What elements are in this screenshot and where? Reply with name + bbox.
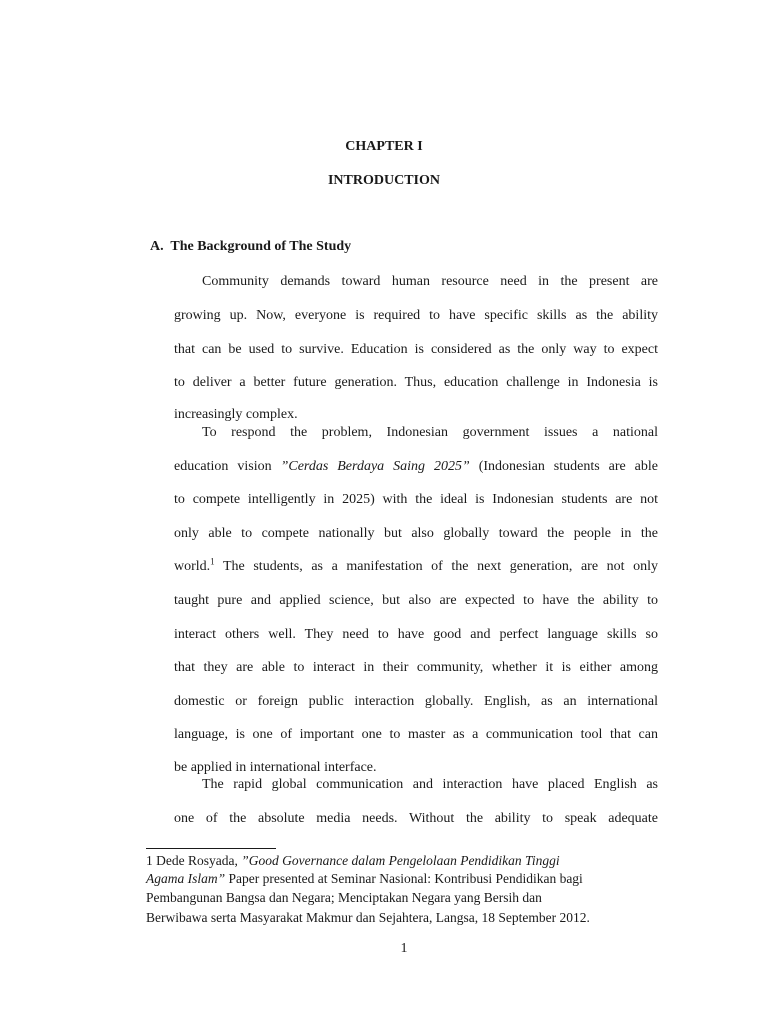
footnote-title: Agama Islam” [146, 871, 226, 886]
paragraph2-line: only able to compete nationally but also globally toward the people in the [174, 526, 658, 541]
paragraph2-line: that they are able to interact in their community, whether it is either among [174, 660, 658, 675]
footnote-line: Berwibawa serta Masyarakat Makmur dan Sejahtera, Langsa, 18 September 2012. [146, 910, 590, 925]
footnote-line: Pembangunan Bangsa dan Negara; Menciptakan Negara yang Bersih dan [146, 890, 542, 905]
footnote-line: 1 Dede Rosyada, ”Good Governance dalam Pengelolaan Pendidikan Tinggi [146, 853, 560, 868]
paragraph2-line: be applied in international interface. [174, 760, 377, 775]
chapter-title: INTRODUCTION [327, 173, 440, 188]
paragraph2-line: language, is one of important one to master as a communication tool that can [174, 727, 658, 742]
footnote-marker: 1 [210, 556, 215, 567]
paragraph1-line: to deliver a better future generation. Thus, education challenge in Indonesia is [174, 375, 658, 390]
footnote-line: Agama Islam” Paper presented at Seminar Nasional: Kontribusi Pendidikan bagi [146, 871, 583, 886]
paragraph2-line: to compete intelligently in 2025) with the ideal is Indonesian students are not [174, 492, 658, 507]
section-heading [150, 239, 351, 255]
footnote-title: ”Good Governance dalam Pengelolaan Pendidikan Tinggi [241, 853, 560, 868]
chapter-label: CHAPTER I [345, 139, 423, 154]
paragraph1-line: that can be used to survive. Education is considered as the only way to expect [174, 342, 658, 357]
section-heading-text: The Background of The Study [170, 239, 352, 254]
paragraph2-line: To respond the problem, Indonesian government issues a national [202, 425, 658, 440]
paragraph1-line: growing up. Now, everyone is required to have specific skills as the ability [174, 308, 658, 323]
footnote-separator [146, 848, 276, 849]
paragraph2-line: education vision ”Cerdas Berdaya Saing 2025” (Indonesian students are able [174, 459, 658, 474]
paragraph2-line: interact others well. They need to have good and perfect language skills so [174, 627, 658, 642]
paragraph1-line: Community demands toward human resource need in the present are [202, 274, 658, 289]
page-number: 1 [400, 941, 408, 956]
paragraph2-line: taught pure and applied science, but also are expected to have the ability to [174, 593, 658, 608]
paragraph2-line: domestic or foreign public interaction globally. English, as an international [174, 694, 658, 709]
paragraph3-line: The rapid global communication and interaction have placed English as [202, 777, 658, 792]
section-marker: A. [150, 239, 164, 254]
paragraph2-line: world.$^1$ The students, as a manifestation of the next generation, are not only [174, 556, 658, 574]
vision-title: ”Cerdas Berdaya Saing 2025” [280, 459, 470, 474]
paragraph1-line: increasingly complex. [174, 407, 298, 422]
paragraph3-line: one of the absolute media needs. Without the ability to speak adequate [174, 811, 658, 826]
